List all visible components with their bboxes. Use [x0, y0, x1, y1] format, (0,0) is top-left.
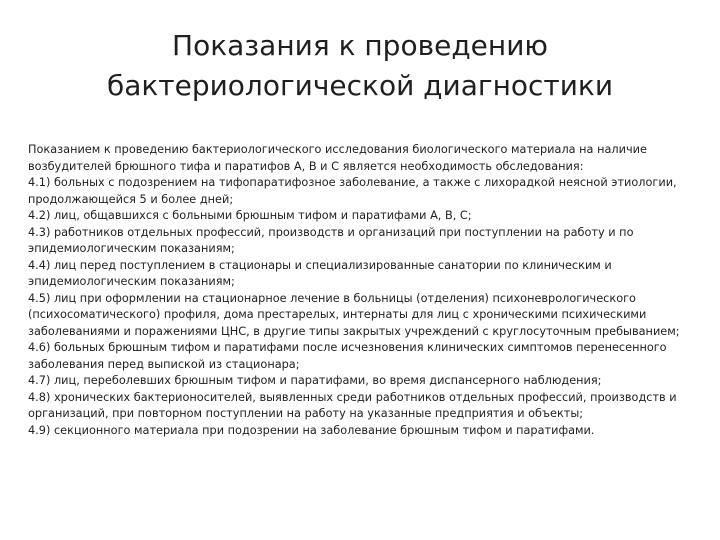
- slide-title-line-1: Показания к проведению: [172, 29, 548, 62]
- list-item-4-3: 4.3) работников отдельных профессий, производств и организаций при поступлении на работу и по эпидемиологическим показаниям;: [28, 225, 634, 255]
- list-item-4-8: 4.8) хронических бактерионосителей, выявленных среди работников отдельных профессий, производств и организаций, при повторном поступлении на работу на указанные предприятия и объекты;: [28, 390, 677, 420]
- list-item-4-5: 4.5) лиц при оформлении на стационарное лечение в больницы (отделения) психоневрологического (психосоматического) профиля, дома престарелых, интернаты для лиц с хроническими психическими заболеваниями и поражениями ЦНС, в другие типы закрытых учреждений с круглосуточным пребыванием;: [28, 291, 680, 338]
- list-item-4-7: 4.7) лиц, переболевших брюшным тифом и паратифами, во время диспансерного наблюдения;: [28, 374, 602, 387]
- slide-body: [28, 142, 696, 439]
- list-item-4-9: 4.9) секционного материала при подозрении на заболевание брюшным тифом и паратифами.: [28, 423, 595, 437]
- list-item-4-4: 4.4) лиц перед поступлением в стационары и специализированные санатории по клиническим и эпидемиологическим показаниям;: [28, 258, 612, 288]
- list-item-4-1: 4.1) больных с подозрением на тифопаратифозное заболевание, а также с лихорадкой неясной этиологии, продолжающейся 5 и более дней;: [28, 176, 677, 206]
- slide-title: [60, 26, 660, 106]
- list-item-4-6: 4.6) больных брюшным тифом и паратифами после исчезновения клинических симптомов перенесенного заболевания перед выпиской из стационара;: [28, 341, 667, 371]
- intro-paragraph: Показанием к проведению бактериологического исследования биологического материала на наличие возбудителей брюшного тифа и паратифов А, В и С является необходимость обследования:: [28, 143, 647, 173]
- list-item-4-2: 4.2) лиц, общавшихся с больными брюшным тифом и паратифами А, В, С;: [28, 209, 472, 222]
- slide-title-line-2: бактериологической диагностики: [106, 69, 614, 102]
